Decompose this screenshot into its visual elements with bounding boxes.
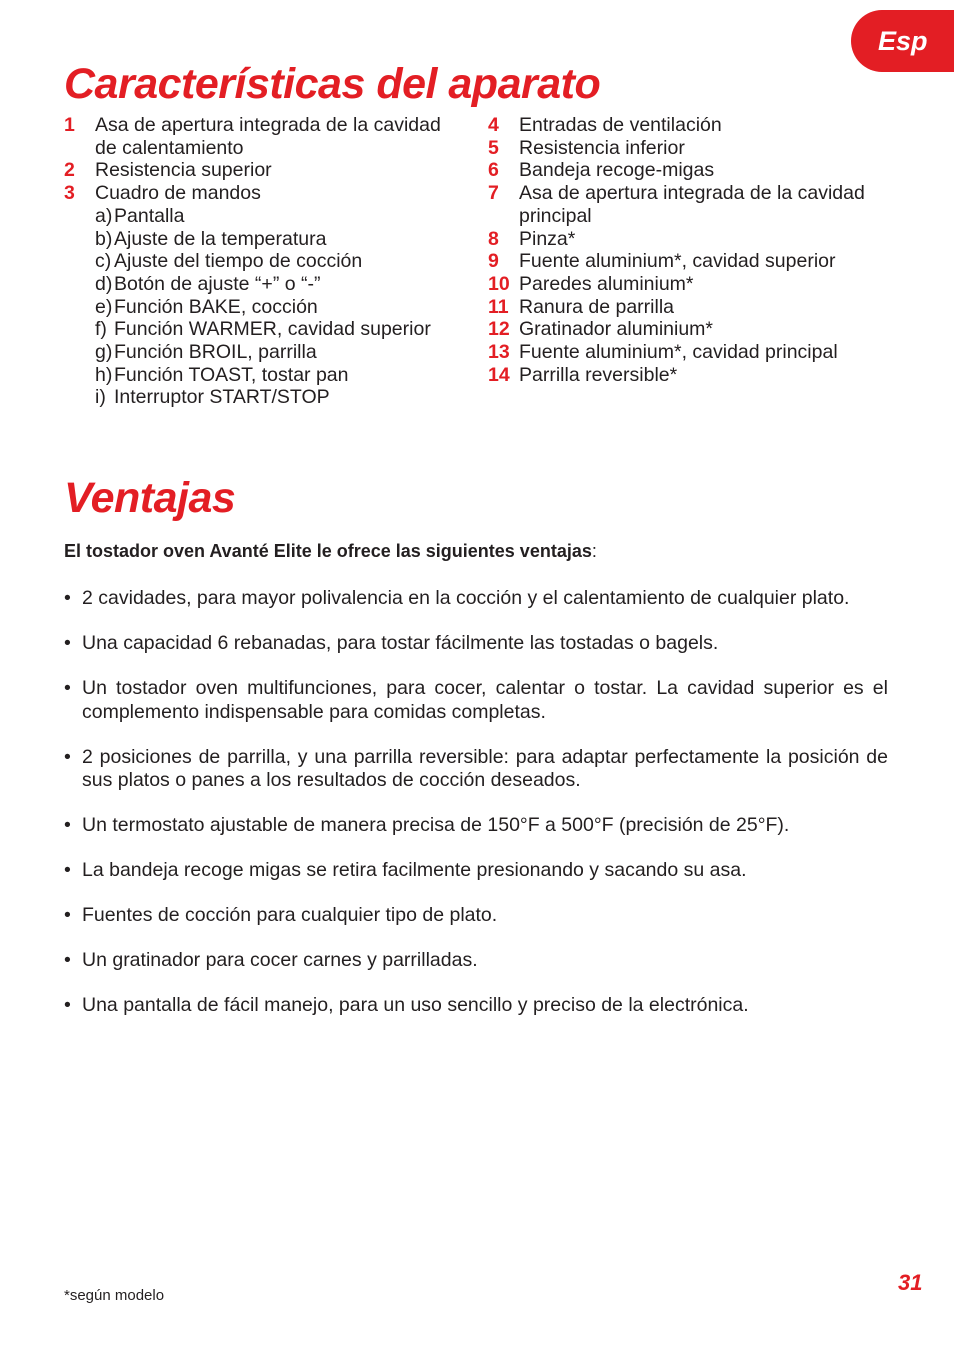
feature-number: 3: [64, 182, 75, 205]
sub-item-letter: f): [95, 318, 107, 341]
advantage-text: Un tostador oven multifunciones, para cocer, calentar o tostar. La cavidad superior es el complemento indispensable para comidas completas.: [82, 677, 888, 723]
feature-text: Ranura de parrilla: [519, 295, 675, 318]
feature-text: Entradas de ventilación: [519, 114, 722, 136]
sub-item-text: Función WARMER, cavidad superior: [114, 318, 431, 341]
sub-item-text: Ajuste de la temperatura: [114, 227, 327, 250]
feature-text: Pinza*: [519, 227, 576, 250]
feature-number: 6: [488, 159, 499, 182]
language-tab: Esp: [851, 10, 954, 72]
advantage-text: Fuentes de cocción para cualquier tipo de plato.: [82, 904, 498, 926]
feature-item: [488, 296, 908, 319]
advantage-item: [64, 746, 888, 793]
sub-item-letter: d): [95, 272, 113, 295]
feature-item: [488, 318, 908, 341]
control-sub-item: [95, 273, 464, 296]
bullet-icon: •: [64, 994, 71, 1016]
advantage-item: [64, 677, 888, 724]
control-sub-item: [95, 296, 464, 319]
feature-item: [488, 228, 908, 251]
feature-number: 2: [64, 159, 75, 182]
feature-number: 10: [488, 272, 510, 295]
section-title-features: Características del aparato: [64, 60, 601, 108]
advantage-item: [64, 632, 888, 656]
bullet-icon: •: [64, 859, 71, 881]
feature-item: [488, 250, 908, 273]
feature-number: 8: [488, 227, 499, 250]
intro-colon: :: [591, 541, 597, 561]
bullet-icon: •: [64, 949, 71, 971]
advantages-list: [64, 587, 888, 1018]
advantage-item: [64, 994, 888, 1018]
feature-item: [64, 182, 464, 409]
feature-item: [64, 159, 464, 182]
advantage-text: La bandeja recoge migas se retira facilmente presionando y sacando su asa.: [82, 859, 747, 881]
advantage-text: Una capacidad 6 rebanadas, para tostar fácilmente las tostadas o bagels.: [82, 632, 719, 654]
sub-item-text: Función BAKE, cocción: [114, 295, 318, 318]
advantage-item: [64, 949, 888, 973]
sub-item-text: Función TOAST, tostar pan: [114, 363, 349, 386]
bullet-icon: •: [64, 632, 71, 654]
control-sub-item: [95, 364, 464, 387]
feature-text: Fuente aluminium*, cavidad principal: [519, 341, 838, 364]
advantage-text: Un gratinador para cocer carnes y parrilladas.: [82, 949, 478, 971]
feature-number: 1: [64, 114, 75, 136]
feature-item: [488, 114, 908, 137]
advantage-item: [64, 859, 888, 883]
feature-number: 11: [488, 295, 509, 318]
advantage-text: Un termostato ajustable de manera precisa de 150°F a 500°F (precisión de 25°F).: [82, 814, 790, 836]
sub-item-letter: c): [95, 250, 112, 273]
feature-number: 12: [488, 318, 510, 341]
feature-item: [64, 114, 464, 159]
section-title-advantages: Ventajas: [64, 474, 236, 522]
feature-item: [488, 364, 908, 387]
sub-item-text: Función BROIL, parrilla: [114, 341, 317, 364]
sub-item-text: Ajuste del tiempo de cocción: [114, 250, 363, 273]
advantage-item: [64, 904, 888, 928]
sub-item-letter: e): [95, 295, 113, 318]
features-list-right: [488, 114, 908, 386]
feature-text: Paredes aluminium*: [519, 272, 694, 295]
sub-item-text: Interruptor START/STOP: [114, 386, 330, 409]
sub-item-letter: g): [95, 341, 113, 364]
sub-item-letter: b): [95, 227, 113, 250]
sub-item-letter: a): [95, 204, 113, 227]
bullet-icon: •: [64, 814, 71, 836]
feature-number: 7: [488, 182, 499, 205]
feature-number: 13: [488, 341, 510, 364]
features-list-left: [64, 114, 464, 409]
feature-number: 14: [488, 363, 510, 386]
feature-text: Asa de apertura integrada de la cavidad principal: [519, 182, 865, 227]
advantage-item: [64, 814, 888, 838]
feature-number: 4: [488, 114, 499, 136]
feature-item: [488, 159, 908, 182]
intro-text: El tostador oven Avanté Elite le ofrece las siguientes ventajas: [64, 541, 592, 561]
feature-text: Parrilla reversible*: [519, 363, 678, 386]
feature-text: Cuadro de mandos: [95, 182, 261, 205]
advantage-text: Una pantalla de fácil manejo, para un uso sencillo y preciso de la electrónica.: [82, 994, 749, 1016]
bullet-icon: •: [64, 745, 71, 768]
feature-text: Asa de apertura integrada de la cavidad de calentamiento: [95, 114, 441, 159]
control-sub-item: [95, 205, 464, 228]
advantage-text: 2 posiciones de parrilla, y una parrilla reversible: para adaptar perfectamente la posición de sus platos o panes a los resultados de cocción deseados.: [82, 745, 888, 791]
feature-text: Fuente aluminium*, cavidad superior: [519, 250, 836, 273]
advantages-intro: [64, 541, 597, 562]
feature-number: 5: [488, 136, 499, 159]
feature-item: [488, 137, 908, 160]
control-sub-item: [95, 228, 464, 251]
advantage-item: [64, 587, 888, 611]
feature-item: [488, 182, 908, 227]
control-sub-item: [95, 341, 464, 364]
page-number: 31: [898, 1270, 923, 1295]
feature-item: [488, 273, 908, 296]
sub-item-letter: i): [95, 386, 106, 409]
control-sub-item: [95, 250, 464, 273]
feature-text: Gratinador aluminium*: [519, 318, 714, 341]
sub-item-letter: h): [95, 363, 113, 386]
feature-item: [488, 341, 908, 364]
bullet-icon: •: [64, 587, 71, 609]
control-sub-item: [95, 318, 464, 341]
feature-number: 9: [488, 250, 499, 273]
bullet-icon: •: [64, 677, 71, 699]
footnote: *según modelo: [64, 1287, 165, 1304]
feature-text: Bandeja recoge-migas: [519, 159, 715, 182]
sub-item-text: Pantalla: [114, 204, 185, 227]
bullet-icon: •: [64, 904, 71, 926]
sub-item-text: Botón de ajuste “+” o “-”: [114, 272, 321, 295]
control-sub-item: [95, 386, 464, 409]
feature-text: Resistencia superior: [95, 159, 272, 182]
feature-text: Resistencia inferior: [519, 136, 685, 159]
advantage-text: 2 cavidades, para mayor polivalencia en la cocción y el calentamiento de cualquier plato.: [82, 587, 850, 609]
